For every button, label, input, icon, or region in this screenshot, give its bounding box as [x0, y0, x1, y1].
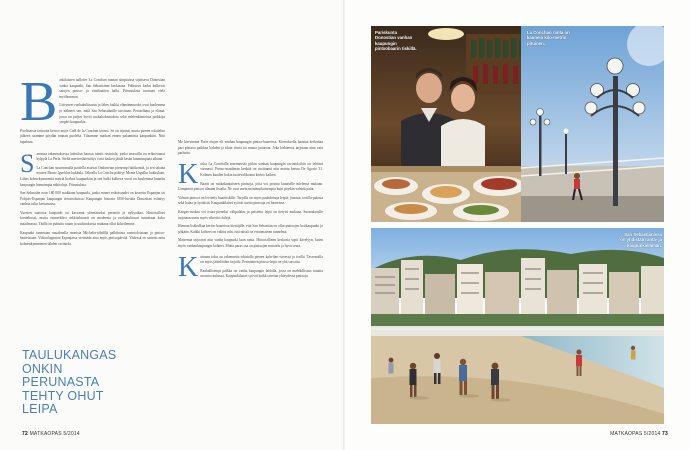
paragraph: Vuosien saatossa kaupunki on kasvanut yhtenäiseksi perintöä ja nykyaikaa. Historialliset kortteliosat, mutta esimerkiksi arkkitehtuurit on modernia ja ruokakulttuuri tunnetaan koko maailmassa. Täällä on puhuttu ruuan ja uudistuksista mukana ollut kokeilemme.	[20, 210, 165, 227]
pull-quote: TAULUKANGAS ONKIN PERUNASTA TEHTY OHUT LEIPA	[22, 348, 117, 416]
caption-pintxo-bar: Pariskunta Donostian vanhan kaupungin pintxobaarin tiskillä.	[375, 30, 417, 52]
page-folio-right	[610, 431, 668, 437]
photo-beach-panorama	[371, 228, 664, 424]
paragraph: Hieman lisäkulkua kertoo baareissa kiertäjille, että San Sebastián on ollut pintxojen kotikaupunki jo pitkään. Kaikki kohteet on valittu niin, että niissä on erinomainen tunnelma.	[178, 224, 323, 234]
page-number: 73	[662, 431, 668, 437]
section-text: amassa rakennuksessa kahvilan kanssa toimii ravintola, jonka terassilla on erikoistunut kylpylä La Perla. Sieltä merivesikierrätys voisi kaiketi jäädä kesän kuumimpana aikana.	[36, 151, 165, 162]
drop-cap: S	[20, 148, 35, 178]
paragraph: Valmiit pintxot on levitetty baaritiskille. Tarjolla on myös paahdettuja leipiä, juustoa, tortilla-palasia sekä kalaa ja äyriäisiä. Kaupunkilaiset syövät useita pintxoja eri baareissa.	[178, 195, 323, 206]
right-page	[345, 0, 690, 450]
intro-text: askilaisten aallofee La Conchan rannan siinpiuissa sijaitseva Donostian vanha kaupunki, San Sebastiánin keskustaa. Pikkuiset kadut kulkevat satojen pintxo- ja viinibaarien halki. Piirustuksia tavataan vielä myöhemmin.	[59, 78, 165, 99]
section-text: uinaan taloa on rakennettu edustalla pienen kahvilan vieressä ja torilla. Tavernoilla on myös jäätelöiden tarjoilu. Perinteinen pintxo-leipä on yhä suosittu.	[200, 254, 323, 265]
paragraph: Maisemia tarjoavat niin vanha kaupunki kuin ranta. Historiallinen keskusta sopii kävelyyn, kuten myös vanhankaupungin kohteet. Mutta paras osa on pintxojen maistelu ja hyvä seura.	[178, 238, 323, 248]
page-folio-left	[22, 431, 80, 437]
magazine-issue: MATKAOPAS 5/2014	[29, 431, 80, 437]
section-text: oska La Conchalla merimetsää pitkin vanhan kaupungin ravintoloihin on tehtävä varmasti. Pintxo-maailman kenkää on osoittanut niin monta kertaa De Agosto 31. Kolmen kuuden kokin tuotevalikoima kertoo kaiken.	[200, 161, 323, 177]
page-number: 72	[22, 431, 28, 437]
drop-cap: K	[178, 251, 199, 283]
magazine-issue: MATKAOPAS 5/2014	[610, 431, 661, 437]
paragraph: Rauhallisempi paikka on vanha kaupungin laidalla, jossa on mahdollisuus nauttia ruoasta rauhassa. Kaupunkilaiset syövät kaikki aterian yhteydessä pintxoja.	[200, 268, 323, 279]
photo-la-concha-lamps	[521, 26, 664, 222]
text-column-2	[178, 140, 323, 283]
paragraph: Baarit on ruokakuntoiseen pintxoja, joita voi poimia lautaselle mielensä mukaan. Lämpimät pintxot tilataan listalta. Ne ovat usein monimutkaisempia kuin pöydän valmiit palat.	[178, 181, 323, 192]
paragraph: Kangas-ruokaa voi ostaa pieneksi välipalaksi ja paistettu leipä on tietysti mukana. Suomalaisille tarjotaan usein myös vihreitä chilejä.	[178, 209, 323, 220]
drop-cap: K	[178, 158, 199, 190]
paragraph: Puolittaisia tarinoita kertoo myös Café de la Conchan terassi. Se on täynnä, mutta pienen odottelun jälkeen saamme pöydän rannan puolelta. Tilaamme markan ennen palaamista kaupunkiin. Niin tapahtuu.	[20, 128, 165, 144]
paragraph: Liittyneet ruokakulttuurin ja lähes kaikki elämänmuodot ovat kuulemma jo nähneet sen, mitä San Sebastiánille tarvitaan. Peruselämä ja elämä, jossa on paljon hyviä ruokakokemuksia sekä mielenkiintoisia paikkoja ympäri kaupunkia.	[59, 103, 165, 125]
text-column-1	[20, 71, 165, 250]
paragraph: Me kiersimme Porte etujen eli vanhan kaupungin pintxo-baareissa. Kierroksella haastaa kerkuttaa pari pintxoa paikkaa kohden ja tilata viiniä tai muuta juotavaa. Joka kohteessa tarjotaan aina vain parhaita.	[178, 140, 323, 156]
caption-beach: San Sebastiánissa on yhdistää ranta- ja kaupunkielämän.	[620, 232, 662, 248]
paragraph: La Conchan suurimmalla puolella asuivat Ondarretan pienempi biitikenttä, ja sen takana nousee Monte Igueldon kukkula. Oikealla La Concha päättyy Monte Urgullin kukkulaan. Lähes kolmekymmentä metriä korkea kaupunkiin ja sen halki kulkeva vuori on kuulemma kauniin kaupungin hienoimpia näköaloja. Piirustuksia.	[20, 165, 165, 187]
photo-pintxo-bar	[371, 26, 541, 222]
paragraph: San Sebastián noin 180 000 asukkaan kaupunki, jonka monet erikoisuudet on kerrottu Espanjan tai Pohjois-Espanjan kaupungin tietoteoksissa. Kaupungin historia 1850-luvulta Donostian esiintyy vanhaa taloa kertomassa.	[20, 191, 165, 207]
paragraph: Kaupunki tunnetaan maailmalla monista Michelin-tähdillä palkituista ravintoloistaan ja pintxo-baareistaan. Viikonloppuina Espanjassa vietetään aina myös pintxopäivää. Yhdessä on sanottu noin kolmenkymmenen tähden ravintola.	[20, 230, 165, 246]
drop-cap: B	[20, 71, 58, 133]
caption-la-concha: La Conchan ranta on kaunein kilo-metrin pituinen.	[527, 30, 570, 46]
